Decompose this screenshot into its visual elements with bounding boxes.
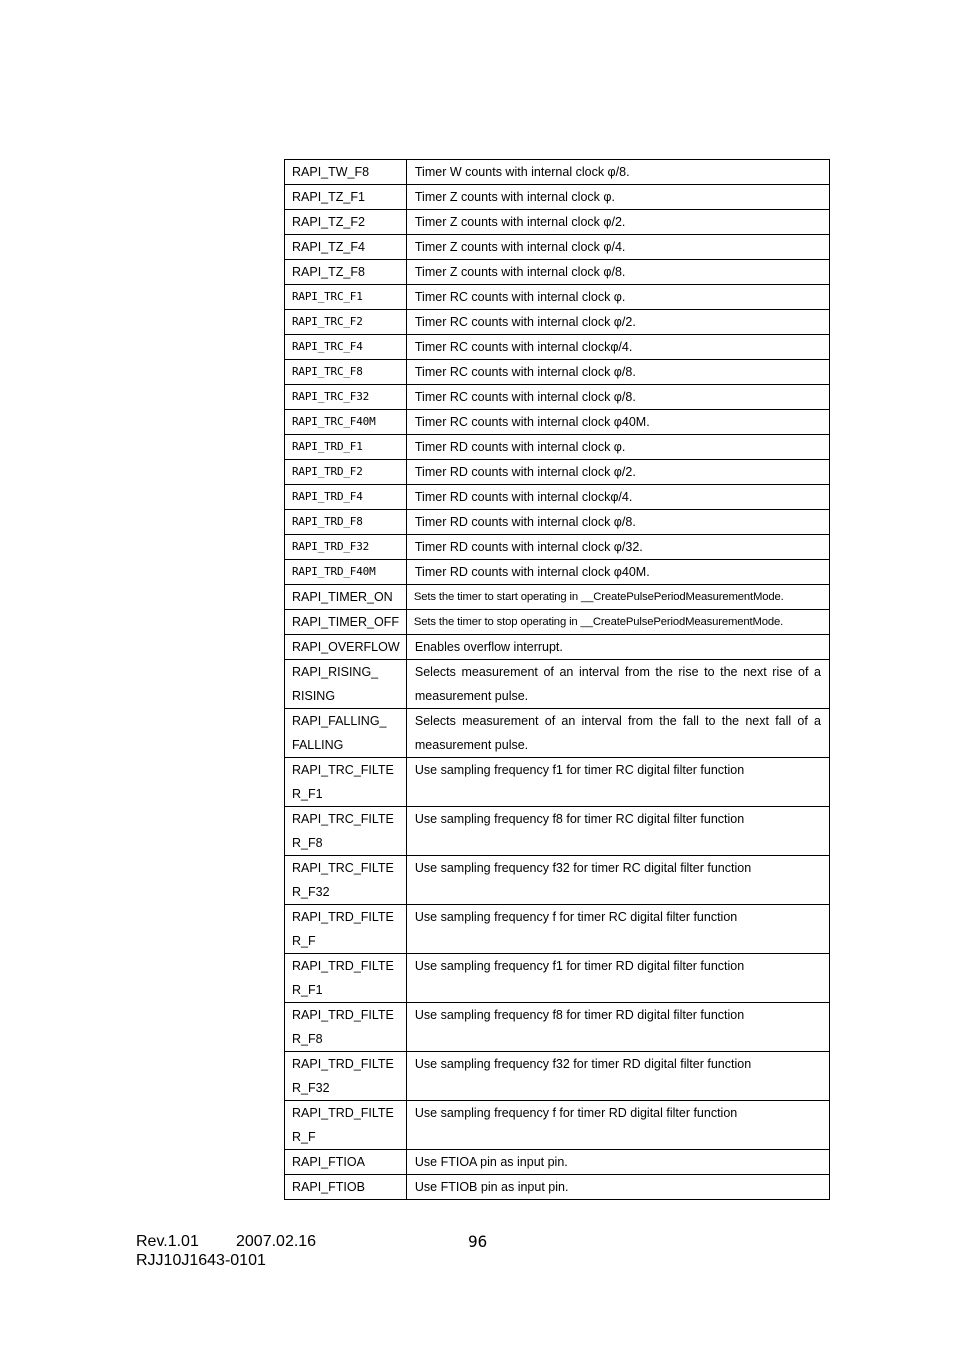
constant-name: RAPI_TRD_FILTER_F1 <box>285 954 407 1003</box>
constant-description: Use sampling frequency f1 for timer RD digital filter function <box>406 954 829 1003</box>
constant-description: Timer RC counts with internal clock φ/8. <box>406 385 829 410</box>
constant-name: RAPI_TRC_F1 <box>285 285 407 310</box>
constant-description: Timer W counts with internal clock φ/8. <box>406 160 829 185</box>
constant-name: RAPI_TZ_F8 <box>285 260 407 285</box>
table-row <box>285 460 830 485</box>
constant-name: RAPI_TRD_F32 <box>285 535 407 560</box>
constant-description: Use sampling frequency f8 for timer RD digital filter function <box>406 1003 829 1052</box>
constant-name: RAPI_FALLING_ FALLING <box>285 709 407 758</box>
constant-description: Timer RD counts with internal clock φ40M. <box>406 560 829 585</box>
constant-description: Timer RD counts with internal clock φ/8. <box>406 510 829 535</box>
constant-name: RAPI_TZ_F4 <box>285 235 407 260</box>
table-row <box>285 807 830 856</box>
table-row <box>285 385 830 410</box>
constant-description: Timer RC counts with internal clockφ/4. <box>406 335 829 360</box>
footer-rev-line <box>136 1232 316 1251</box>
constant-description: Timer RC counts with internal clock φ/8. <box>406 360 829 385</box>
constant-description: Sets the timer to stop operating in __CreatePulsePeriodMeasurementMode. <box>406 610 829 635</box>
table-row <box>285 1175 830 1200</box>
table-row <box>285 1052 830 1101</box>
footer-info <box>136 1232 316 1270</box>
table-row <box>285 610 830 635</box>
revision: Rev.1.01 <box>136 1233 199 1250</box>
constant-description: Timer RD counts with internal clock φ. <box>406 435 829 460</box>
constant-name: RAPI_FTIOA <box>285 1150 407 1175</box>
table-row <box>285 1003 830 1052</box>
constant-name: RAPI_TRD_F40M <box>285 560 407 585</box>
constant-description: Timer RD counts with internal clock φ/32. <box>406 535 829 560</box>
constant-name: RAPI_TRC_FILTER_F1 <box>285 758 407 807</box>
constant-name: RAPI_TRC_F32 <box>285 385 407 410</box>
constant-description: Use sampling frequency f32 for timer RC digital filter function <box>406 856 829 905</box>
constant-name: RAPI_TRD_F4 <box>285 485 407 510</box>
constant-name: RAPI_TRD_FILTER_F32 <box>285 1052 407 1101</box>
table-row <box>285 260 830 285</box>
table-row <box>285 535 830 560</box>
table-row <box>285 410 830 435</box>
table-row <box>285 758 830 807</box>
constant-name: RAPI_TZ_F1 <box>285 185 407 210</box>
table-row <box>285 635 830 660</box>
constant-description: Timer Z counts with internal clock φ/8. <box>406 260 829 285</box>
constant-description: Timer Z counts with internal clock φ/4. <box>406 235 829 260</box>
constant-name: RAPI_TIMER_ON <box>285 585 407 610</box>
constant-name: RAPI_FTIOB <box>285 1175 407 1200</box>
constant-name: RAPI_TRC_FILTER_F32 <box>285 856 407 905</box>
constant-name: RAPI_TW_F8 <box>285 160 407 185</box>
constant-description: Use sampling frequency f for timer RC digital filter function <box>406 905 829 954</box>
table-row <box>285 954 830 1003</box>
constant-name: RAPI_TRD_F1 <box>285 435 407 460</box>
constant-name: RAPI_TRD_F2 <box>285 460 407 485</box>
table-row <box>285 1101 830 1150</box>
table-row <box>285 660 830 709</box>
table-row <box>285 856 830 905</box>
constant-description: Use sampling frequency f8 for timer RC digital filter function <box>406 807 829 856</box>
table-row <box>285 285 830 310</box>
constant-description: Enables overflow interrupt. <box>406 635 829 660</box>
constant-description: Use FTIOA pin as input pin. <box>406 1150 829 1175</box>
constant-name: RAPI_OVERFLOW <box>285 635 407 660</box>
constant-name: RAPI_TRC_F4 <box>285 335 407 360</box>
table-row <box>285 310 830 335</box>
table-row <box>285 560 830 585</box>
table-row <box>285 510 830 535</box>
constant-description: Timer Z counts with internal clock φ/2. <box>406 210 829 235</box>
constants-table <box>284 159 830 1200</box>
page-number: 96 <box>468 1232 488 1251</box>
constant-name: RAPI_TRC_F40M <box>285 410 407 435</box>
constant-description: Use sampling frequency f1 for timer RC digital filter function <box>406 758 829 807</box>
table-row <box>285 585 830 610</box>
table-row <box>285 435 830 460</box>
constant-name: RAPI_TRC_FILTER_F8 <box>285 807 407 856</box>
revision-date: 2007.02.16 <box>236 1233 317 1250</box>
constant-description: Timer Z counts with internal clock φ. <box>406 185 829 210</box>
constant-name: RAPI_TRD_FILTER_F <box>285 1101 407 1150</box>
constant-description: Timer RC counts with internal clock φ. <box>406 285 829 310</box>
constant-name: RAPI_RISING_ RISING <box>285 660 407 709</box>
constant-description: Timer RD counts with internal clock φ/2. <box>406 460 829 485</box>
constant-description: Sets the timer to start operating in __CreatePulsePeriodMeasurementMode. <box>406 585 829 610</box>
constant-description: Timer RD counts with internal clockφ/4. <box>406 485 829 510</box>
table-row <box>285 709 830 758</box>
constant-name: RAPI_TIMER_OFF <box>285 610 407 635</box>
table-row <box>285 360 830 385</box>
constant-name: RAPI_TRC_F2 <box>285 310 407 335</box>
constant-name: RAPI_TRD_F8 <box>285 510 407 535</box>
constant-description: Use sampling frequency f32 for timer RD digital filter function <box>406 1052 829 1101</box>
table-row <box>285 485 830 510</box>
constant-name: RAPI_TRC_F8 <box>285 360 407 385</box>
table-row <box>285 335 830 360</box>
constant-name: RAPI_TRD_FILTER_F8 <box>285 1003 407 1052</box>
document-number: RJJ10J1643-0101 <box>136 1252 266 1269</box>
table-row <box>285 235 830 260</box>
constant-description: Timer RC counts with internal clock φ/2. <box>406 310 829 335</box>
constant-name: RAPI_TZ_F2 <box>285 210 407 235</box>
table-row <box>285 210 830 235</box>
constant-description: Selects measurement of an interval from the fall to the next fall of a measurement pulse. <box>406 709 829 758</box>
table-row <box>285 185 830 210</box>
table-row <box>285 1150 830 1175</box>
constant-name: RAPI_TRD_FILTER_F <box>285 905 407 954</box>
constant-description: Selects measurement of an interval from the rise to the next rise of a measurement pulse. <box>406 660 829 709</box>
constant-description: Timer RC counts with internal clock φ40M. <box>406 410 829 435</box>
constant-description: Use FTIOB pin as input pin. <box>406 1175 829 1200</box>
table-row <box>285 160 830 185</box>
constant-description: Use sampling frequency f for timer RD digital filter function <box>406 1101 829 1150</box>
table-row <box>285 905 830 954</box>
